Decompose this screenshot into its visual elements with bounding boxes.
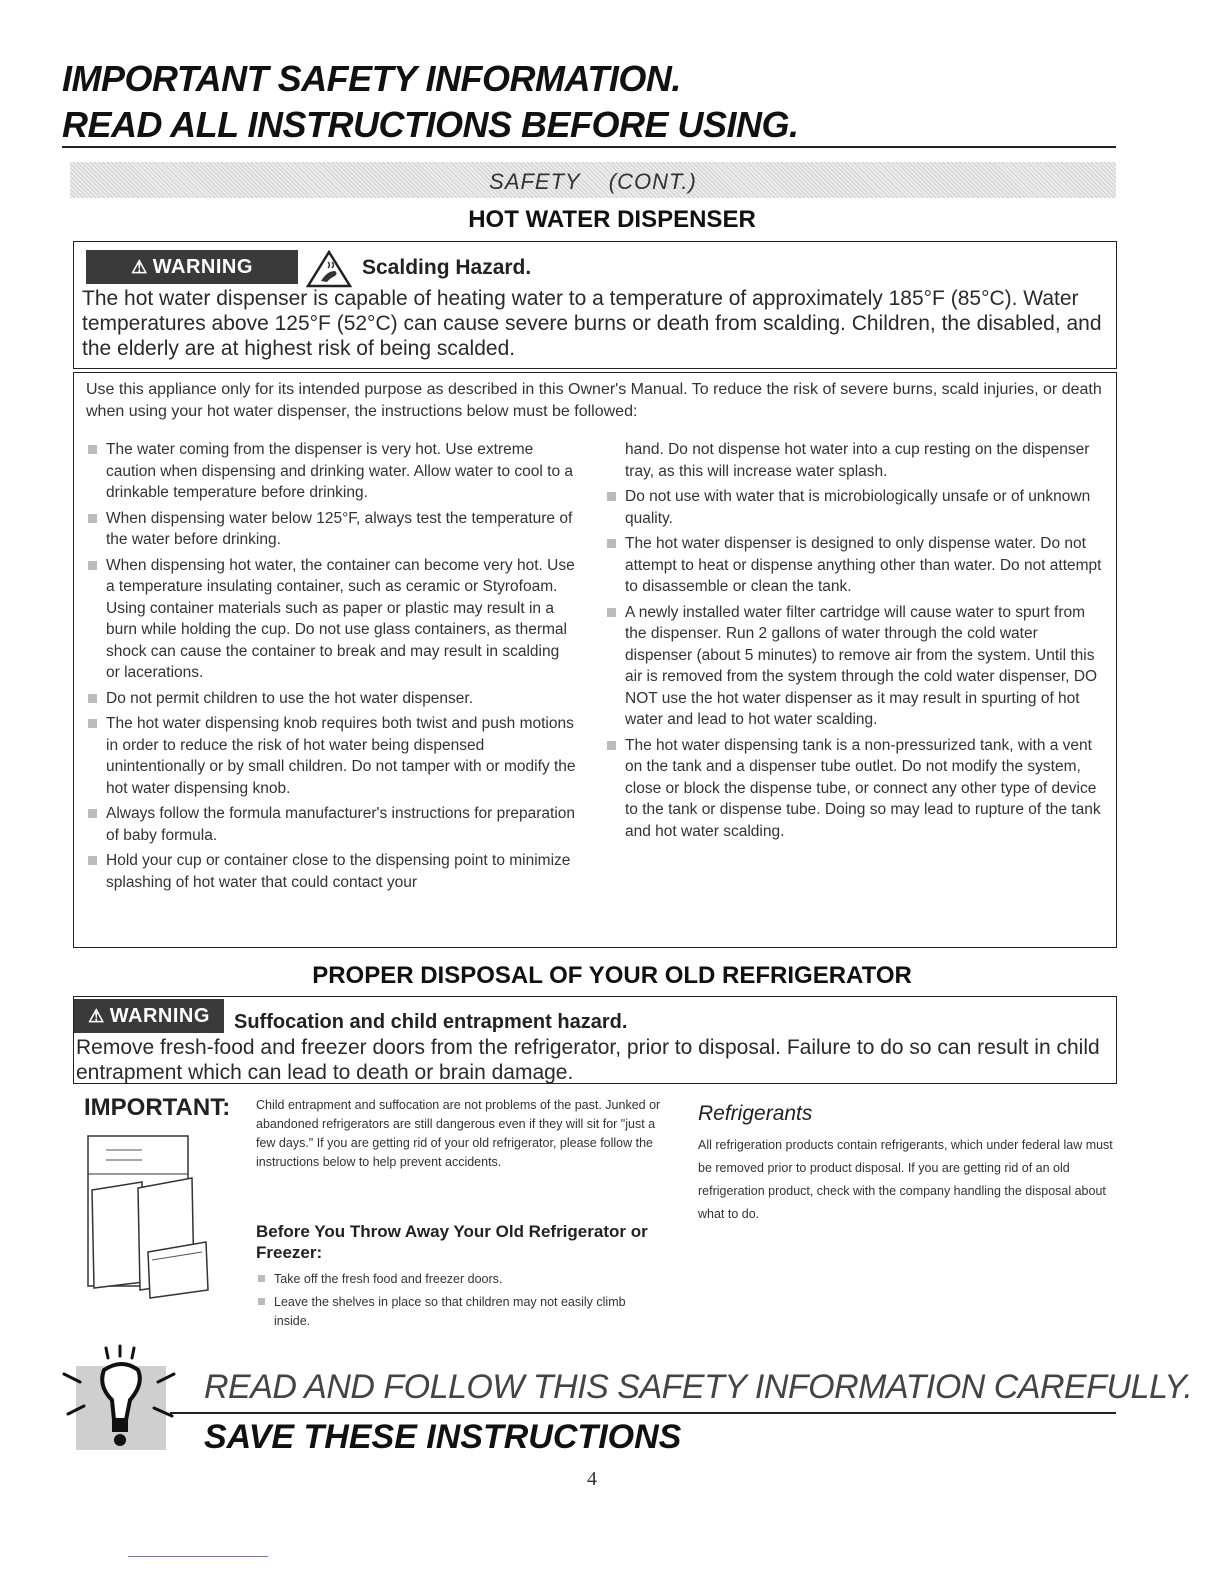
warning-triangle-icon: ⚠ — [88, 1005, 105, 1026]
bottom-rule — [128, 1556, 268, 1557]
refrigerants-title: Refrigerants — [698, 1102, 813, 1125]
attention-bulb-icon — [54, 1344, 184, 1454]
header-rule — [62, 146, 1116, 148]
warning-label: WARNING — [109, 1004, 210, 1027]
warning-badge — [74, 999, 224, 1033]
footer-line-2: SAVE THESE INSTRUCTIONS — [204, 1418, 682, 1456]
hot-water-right-list — [605, 486, 1105, 842]
list-item: Do not use with water that is microbiologically unsafe or of unknown quality. — [605, 486, 1105, 529]
section-band — [70, 162, 1116, 198]
warning-badge — [86, 250, 298, 284]
list-item: When dispensing water below 125°F, always test the temperature of the water before drinking. — [86, 508, 576, 551]
header-line-2: READ ALL INSTRUCTIONS BEFORE USING. — [62, 104, 799, 145]
disposal-hazard-title: Suffocation and child entrapment hazard. — [234, 1011, 628, 1033]
hot-water-intro: Use this appliance only for its intended purpose as described in this Owner's Manual. To reduce the risk of severe burns, scald injuries, or death when using your hot water dispenser, the instructions below must be followed: — [86, 381, 1102, 420]
before-title: Before You Throw Away Your Old Refrigerator or Freezer: — [256, 1222, 648, 1262]
disposal-title: PROPER DISPOSAL OF YOUR OLD REFRIGERATOR — [312, 962, 912, 989]
hot-water-hazard-title: Scalding Hazard. — [362, 256, 532, 279]
hot-water-title: HOT WATER DISPENSER — [468, 206, 756, 233]
list-item: Always follow the formula manufacturer's instructions for preparation of baby formula. — [86, 803, 576, 846]
warning-label: WARNING — [152, 255, 253, 278]
scald-hand-icon — [306, 250, 352, 288]
hot-water-instructions-box — [73, 372, 1117, 948]
hot-water-left-list — [86, 439, 576, 897]
list-item: Do not permit children to use the hot water dispenser. — [86, 688, 576, 710]
disposal-hazard-text: Remove fresh-food and freezer doors from the refrigerator, prior to disposal. Failure to do so can result in child entrapment which can lead to death or brain damage. — [76, 1036, 1100, 1084]
list-item: The water coming from the dispenser is very hot. Use extreme caution when dispensing and drinking water. Allow water to cool to a drinkable temperature before drinking. — [86, 439, 576, 504]
list-item: Hold your cup or container close to the dispensing point to minimize splashing of hot water that could contact your — [86, 850, 576, 893]
page-number: 4 — [587, 1468, 597, 1490]
footer-rule — [170, 1412, 1116, 1414]
hot-water-warning-box — [73, 241, 1117, 369]
list-item: When dispensing hot water, the container can become very hot. Use a temperature insulating container, such as ceramic or Styrofoam. Using container materials such as paper or plastic may result in a burn while holding the cup. Do not use glass containers, as thermal shock can cause the container to break and may result in scalding or lacerations. — [86, 555, 576, 684]
hot-water-right-column — [625, 439, 1105, 846]
list-item: The hot water dispensing knob requires both twist and push motions in order to reduce the risk of hot water being dispensed unintentionally or by small children. Do not tamper with or modify the hot water dispensing knob. — [86, 713, 576, 799]
disposal-warning-box — [73, 996, 1117, 1084]
list-item: The hot water dispenser is designed to only dispense water. Do not attempt to heat or dispense anything other than water. Do not attempt to disassemble or clean the tank. — [605, 533, 1105, 598]
warning-triangle-icon: ⚠ — [131, 256, 148, 277]
hot-water-hazard-text: The hot water dispenser is capable of heating water to a temperature of approximately 185°F (85°C). Water temperatures above 125°F (52°C) can cause severe burns or death from scalding. Children, the disabled, and the elderly are at highest risk of being scalded. — [82, 287, 1102, 360]
list-item: The hot water dispensing tank is a non-pressurized tank, with a vent on the tank and a dispenser tube outlet. Do not modify the system, close or block the dispense tube, or connect any other type of device to the tank or dispense tube. Doing so may lead to rupture of the tank and hot water scalding. — [605, 735, 1105, 843]
right-continuation: hand. Do not dispense hot water into a cup resting on the dispenser tray, as this will increase water splash. — [625, 441, 1090, 480]
before-list — [256, 1270, 656, 1335]
important-text: Child entrapment and suffocation are not problems of the past. Junked or abandoned refrigerators are still dangerous even if they will sit for "just a few days." If you are getting rid of your old refrigerator, please follow the instructions below to help prevent accidents. — [256, 1098, 661, 1169]
refrigerants-text: All refrigeration products contain refrigerants, which under federal law must be removed prior to product disposal. If you are getting rid of an old refrigeration product, check with the company handling the disposal about what to do. — [698, 1138, 1113, 1221]
header-line-1: IMPORTANT SAFETY INFORMATION. — [62, 58, 681, 99]
footer-line-1: READ AND FOLLOW THIS SAFETY INFORMATION CAREFULLY. — [204, 1368, 1193, 1406]
list-item: A newly installed water filter cartridge will cause water to spurt from the dispenser. Run 2 gallons of water through the cold water dispenser (about 5 minutes) to remove air from the system. Until this air is removed from the system through the cold water dispenser, DO NOT use the hot water dispenser as it may result in spurting of hot water and lead to hot water scalding. — [605, 602, 1105, 731]
list-item: Take off the fresh food and freezer doors. — [256, 1270, 656, 1289]
refrigerator-illustration — [82, 1130, 232, 1300]
section-band-label: SAFETY (CONT.) — [489, 169, 697, 194]
list-item: Leave the shelves in place so that children may not easily climb inside. — [256, 1293, 656, 1331]
important-label: IMPORTANT: — [84, 1094, 231, 1121]
